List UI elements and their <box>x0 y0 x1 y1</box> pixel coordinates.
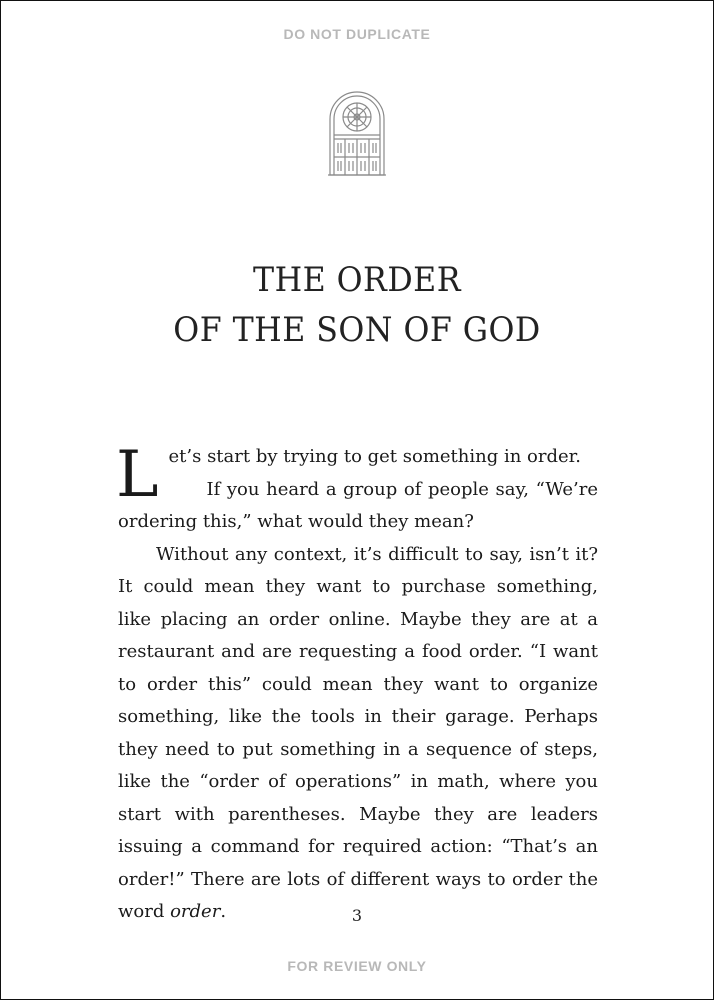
watermark-top: DO NOT DUPLICATE <box>283 26 431 42</box>
chapter-body <box>116 438 598 929</box>
watermark-bottom: FOR REVIEW ONLY <box>287 958 427 974</box>
paragraph-2: If you heard a group of people say, “We’re ordering this,” what would they mean? <box>118 478 598 532</box>
paragraph-3 <box>118 539 598 929</box>
paragraph-1-text: et’s start by trying to get something in order. <box>168 446 582 467</box>
chapter-title <box>1 255 713 355</box>
paragraph-3-italic: order <box>170 901 221 922</box>
arched-window-icon <box>327 87 387 177</box>
page-number: 3 <box>351 906 363 925</box>
paragraph-3-text: Without any context, it’s difficult to say, isn’t it? It could mean they want to purchase something, like placing an order online. Maybe they are at a restaurant and are requesting a food order. “I want to order this” could mean they want to organize something, like the tools in their garage. Perhaps they need to put something in a sequence of steps, like the “order of operations” in math, where you start with parentheses. Maybe they are leaders issuing a command for required action: “That’s an order!” There are lots of different ways to order the word <box>118 543 598 922</box>
drop-cap: L <box>116 438 159 512</box>
chapter-title-line-2: OF THE SON OF GOD <box>173 310 541 350</box>
paragraph-3-end: . <box>220 901 227 922</box>
chapter-title-line-1: THE ORDER <box>253 260 461 300</box>
